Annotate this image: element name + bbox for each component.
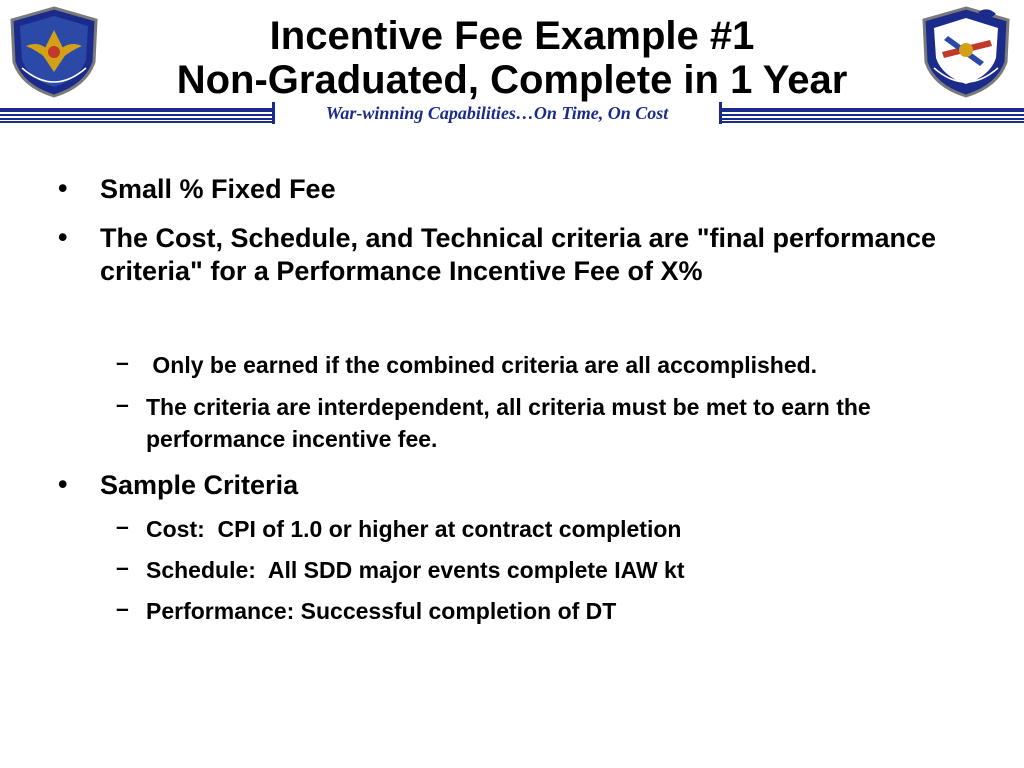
sub-bullet-item: Only be earned if the combined criteria are all accomplished. [146, 352, 818, 378]
afmc-emblem-icon [6, 6, 102, 98]
bullet-item: Small % Fixed Fee [100, 174, 336, 204]
title-line-2: Non-Graduated, Complete in 1 Year [176, 58, 848, 102]
bullet-item: The Cost, Schedule, and Technical criteria are "final performance criteria" for a Performance Incentive Fee of X% [100, 223, 937, 286]
bullet-marker: • [58, 469, 68, 499]
sub-bullet-item: Performance: Successful completion of DT [146, 598, 617, 624]
bullet-marker: • [58, 173, 68, 203]
dash-marker: – [116, 595, 129, 621]
aac-emblem-icon [918, 6, 1014, 98]
page-title [100, 14, 924, 102]
dash-marker: – [116, 391, 129, 417]
sub-bullet-item: Schedule: All SDD major events complete IAW kt [146, 557, 685, 583]
bullet-marker: • [58, 222, 68, 252]
motto-banner: War-winning Capabilities…On Time, On Cost [272, 102, 722, 124]
dash-marker: – [116, 554, 129, 580]
sub-bullet-item: Cost: CPI of 1.0 or higher at contract completion [146, 516, 682, 542]
bullet-item: Sample Criteria [100, 470, 299, 500]
dash-marker: – [116, 513, 129, 539]
sub-bullet-item: The criteria are interdependent, all criteria must be met to earn the performance incentive fee. [146, 394, 871, 452]
dash-marker: – [116, 349, 129, 375]
title-line-1: Incentive Fee Example #1 [269, 14, 755, 58]
